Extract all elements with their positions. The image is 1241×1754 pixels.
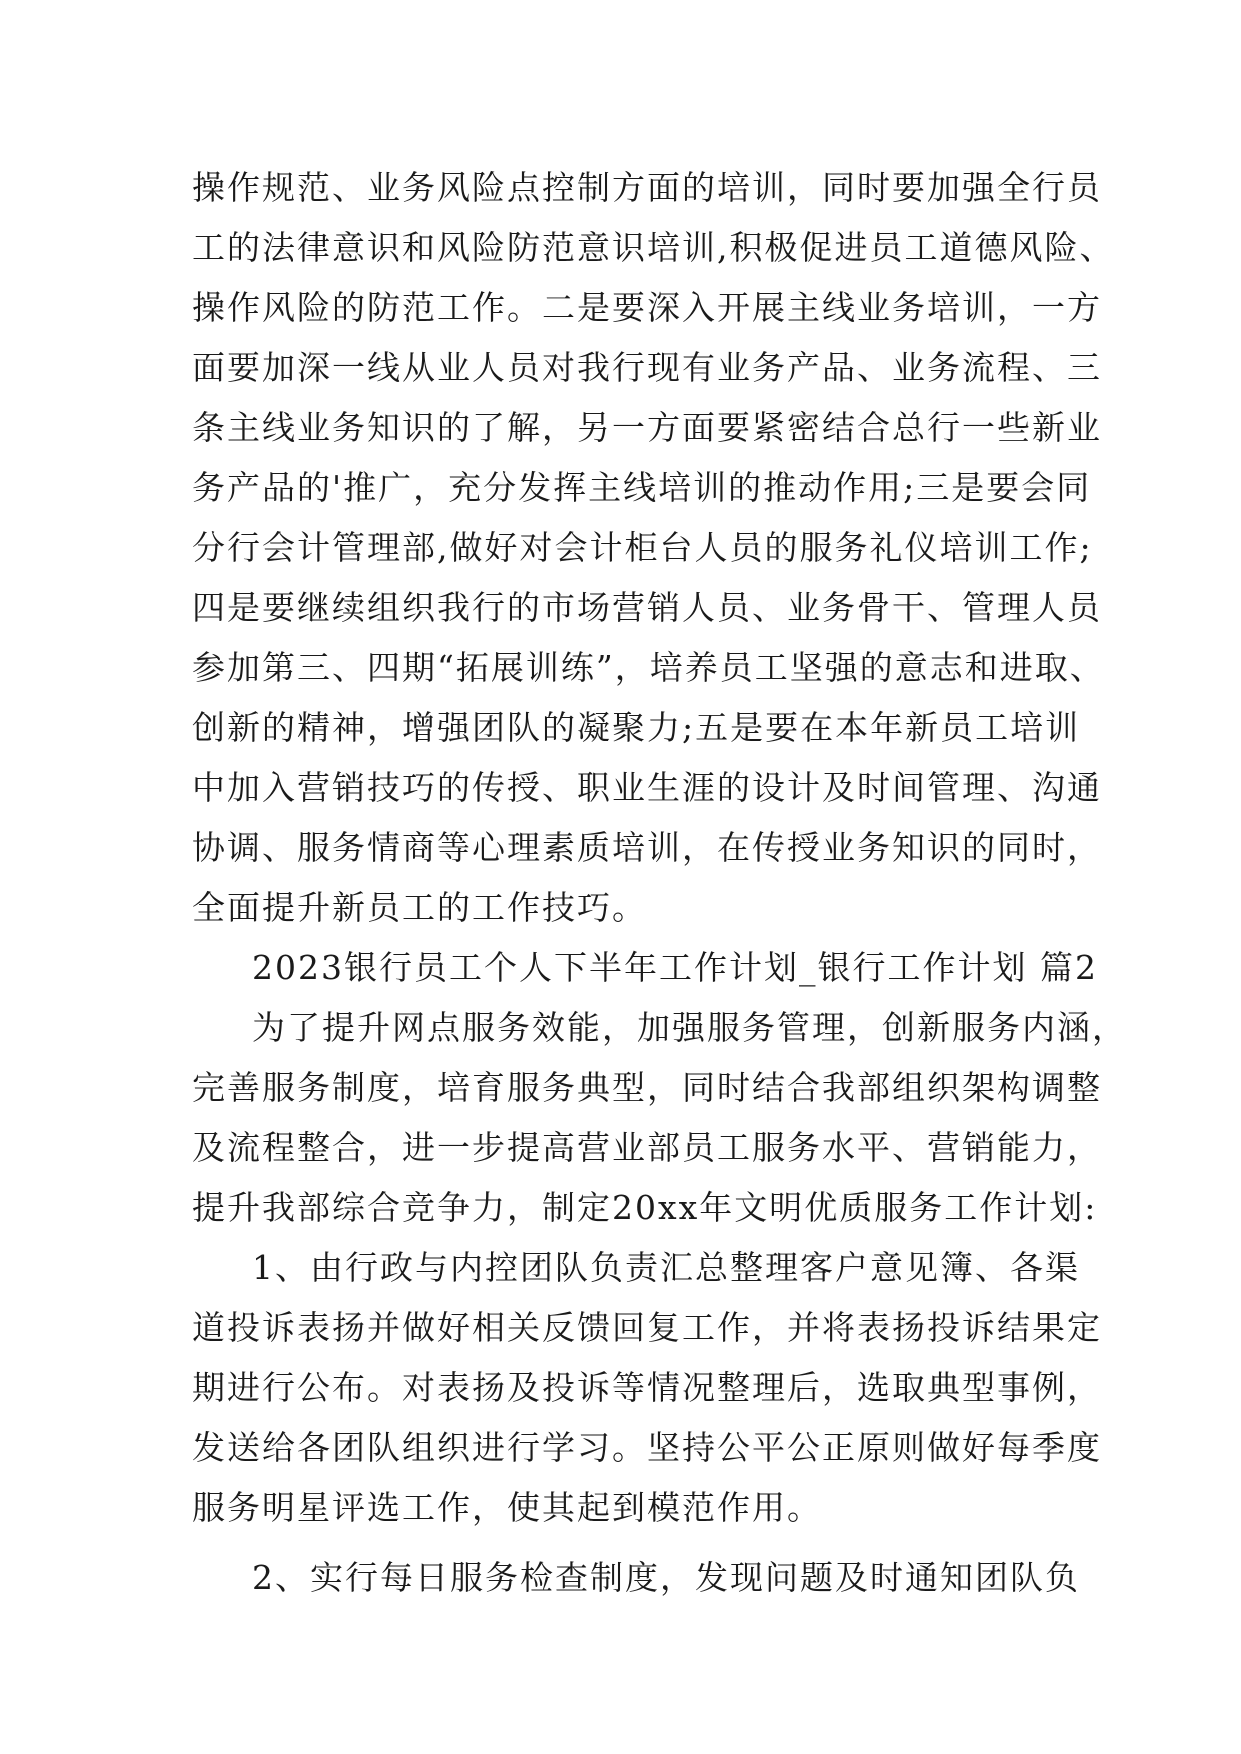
text-line: 分行会计管理部,做好对会计柜台人员的服务礼仪培训工作; bbox=[192, 528, 1093, 567]
text-line: 发送给各团队组织进行学习。坚持公平公正原则做好每季度 bbox=[192, 1428, 1102, 1467]
text-line: 期进行公布。对表扬及投诉等情况整理后，选取典型事例， bbox=[192, 1368, 1102, 1407]
text-line: 四是要继续组织我行的市场营销人员、业务骨干、管理人员 bbox=[192, 588, 1102, 627]
text-line: 2、实行每日服务检查制度，发现问题及时通知团队负 bbox=[252, 1558, 1080, 1597]
text-line: 道投诉表扬并做好相关反馈回复工作，并将表扬投诉结果定 bbox=[192, 1308, 1102, 1347]
text-line: 面要加深一线从业人员对我行现有业务产品、业务流程、三 bbox=[192, 348, 1102, 387]
section-heading: 2023银行员工个人下半年工作计划_银行工作计划 篇2 bbox=[252, 948, 1098, 987]
text-line: 为了提升网点服务效能，加强服务管理，创新服务内涵， bbox=[252, 1008, 1127, 1047]
text-line: 及流程整合，进一步提高营业部员工服务水平、营销能力， bbox=[192, 1128, 1102, 1167]
text-line: 创新的精神，增强团队的凝聚力;五是要在本年新员工培训 bbox=[192, 708, 1081, 747]
text-line: 中加入营销技巧的传授、职业生涯的设计及时间管理、沟通 bbox=[192, 768, 1102, 807]
document-body bbox=[192, 158, 1127, 1608]
text-line: 提升我部综合竞争力，制定20xx年文明优质服务工作计划: bbox=[192, 1188, 1098, 1227]
text-line: 参加第三、四期“拓展训练”，培养员工坚强的意志和进取、 bbox=[192, 648, 1105, 687]
text-line: 1、由行政与内控团队负责汇总整理客户意见簿、各渠 bbox=[252, 1248, 1080, 1287]
text-line: 操作规范、业务风险点控制方面的培训，同时要加强全行员 bbox=[192, 168, 1102, 207]
text-line: 工的法律意识和风险防范意识培训,积极促进员工道德风险、 bbox=[192, 228, 1115, 267]
text-line: 服务明星评选工作，使其起到模范作用。 bbox=[192, 1488, 822, 1527]
text-line: 务产品的'推广，充分发挥主线培训的推动作用;三是要会同 bbox=[192, 468, 1092, 507]
text-line: 完善服务制度，培育服务典型，同时结合我部组织架构调整 bbox=[192, 1068, 1102, 1107]
text-line: 全面提升新员工的工作技巧。 bbox=[192, 888, 647, 927]
text-line: 条主线业务知识的了解，另一方面要紧密结合总行一些新业 bbox=[192, 408, 1102, 447]
text-line: 协调、服务情商等心理素质培训，在传授业务知识的同时， bbox=[192, 828, 1102, 867]
text-line: 操作风险的防范工作。二是要深入开展主线业务培训，一方 bbox=[192, 288, 1102, 327]
